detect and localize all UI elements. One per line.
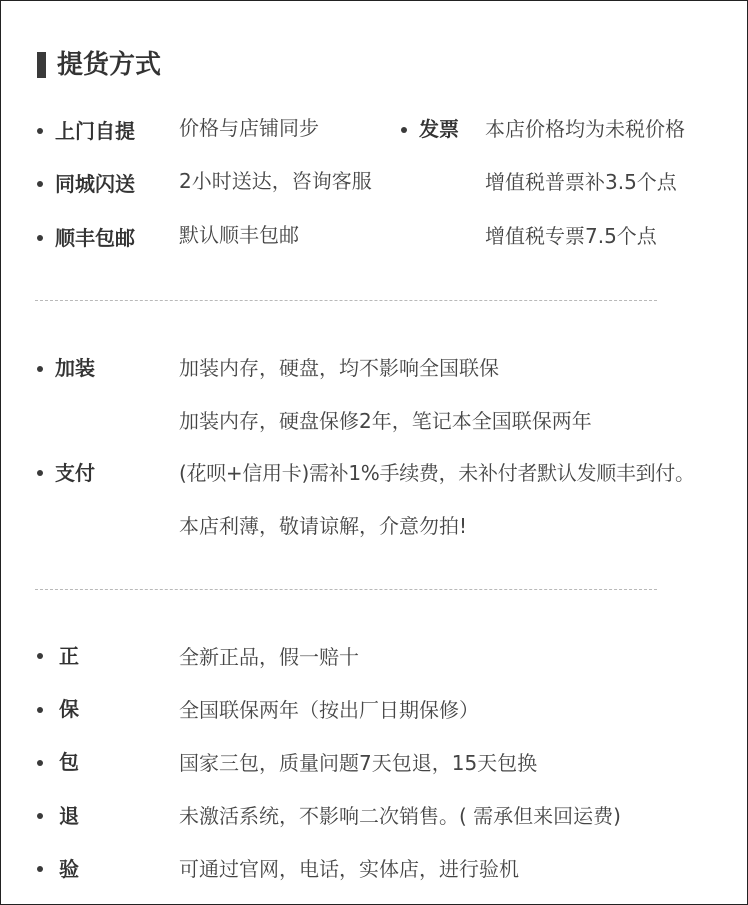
guarantee-label-verify: 验 (59, 857, 79, 881)
delivery-label-flash: 同城闪送 (55, 172, 135, 196)
guarantee-label-genuine: 正 (59, 644, 79, 668)
guarantee-value-genuine: 全新正品，假一赔十 (179, 645, 359, 669)
bullet-dot (401, 127, 407, 133)
delivery-value-flash: 2小时送达，咨询客服 (179, 169, 372, 193)
bullet-dot (37, 366, 43, 372)
guarantee-value-warranty: 全国联保两年（按出厂日期保修） (179, 698, 479, 722)
invoice-line-2: 增值税普票补3.5个点 (485, 170, 677, 194)
addons-line-2: 加装内存，硬盘保修2年，笔记本全国联保两年 (179, 409, 592, 433)
guarantee-label-warranty: 保 (59, 697, 79, 721)
delivery-label-sf: 顺丰包邮 (55, 226, 135, 250)
section-divider (35, 300, 657, 301)
bullet-dot (37, 470, 43, 476)
bullet-dot (37, 128, 43, 134)
bullet-dot (37, 866, 43, 872)
bullet-dot (37, 707, 43, 713)
page-title: 提货方式 (57, 50, 162, 80)
bullet-dot (37, 653, 43, 659)
invoice-label: 发票 (419, 117, 459, 141)
payment-label: 支付 (55, 461, 95, 485)
payment-line-1: (花呗+信用卡)需补1%手续费，未补付者默认发顺丰到付。 (179, 461, 695, 485)
guarantee-label-three: 包 (59, 750, 79, 774)
guarantee-value-verify: 可通过官网，电话，实体店，进行验机 (179, 857, 519, 881)
guarantee-value-three: 国家三包，质量问题7天包退，15天包换 (179, 751, 538, 775)
section-divider (35, 589, 657, 590)
bullet-dot (37, 760, 43, 766)
bullet-dot (37, 181, 43, 187)
invoice-line-1: 本店价格均为未税价格 (485, 117, 685, 141)
invoice-line-3: 增值税专票7.5个点 (485, 224, 657, 248)
delivery-value-sf: 默认顺丰包邮 (179, 223, 299, 247)
payment-line-2: 本店利薄，敬请谅解，介意勿拍! (179, 514, 468, 538)
guarantee-label-return: 退 (59, 804, 79, 828)
addons-label: 加装 (55, 356, 95, 380)
bullet-dot (37, 813, 43, 819)
title-accent-bar (37, 52, 46, 78)
delivery-label-pickup: 上门自提 (55, 119, 135, 143)
bullet-dot (37, 235, 43, 241)
delivery-value-pickup: 价格与店铺同步 (179, 116, 319, 140)
addons-line-1: 加装内存，硬盘，均不影响全国联保 (179, 356, 499, 380)
guarantee-value-return: 未激活系统，不影响二次销售。( 需承但来回运费) (179, 804, 621, 828)
